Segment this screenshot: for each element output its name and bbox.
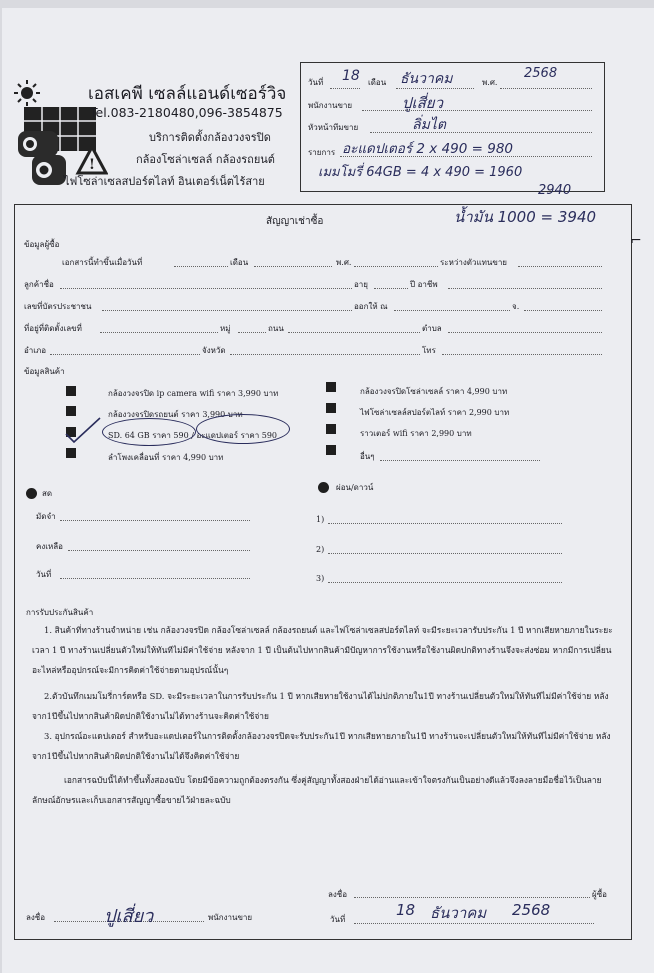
extra-total: น้ำมัน 1000 = 3940 [454, 208, 597, 226]
product-router: ราวเตอร์ wifi ราคา 2,990 บาท [360, 429, 472, 438]
province-label: จังหวัด [202, 346, 226, 355]
cash-label: สด [42, 489, 53, 498]
installment-label: ผ่อน/ดาวน์ [336, 483, 374, 492]
service-line-1: บริการติดตั้งกล้องวงจรปิด [149, 131, 271, 144]
item-line-2: เมมโมรี่ 64GB = 4 x 490 = 1960 [318, 165, 523, 180]
service-line-2: กล้องโซล่าเซลล์ กล้องรถยนต์ [136, 153, 275, 166]
closing-statement: เอกสารฉบับนี้ได้ทำขึ้นทั้งสองฉบับ โดยมีข้อความถูกต้องตรงกัน ซึ่งคู่สัญญาทั้งสองฝ่ายได้อ่านและเข้าใจตรงกันเป็นอย่างดีแล้วจึงลงลายมือชื่อไว้เป็นลายลักษณ์อักษรและเก็บเอกสารสัญญาซื้อขายไว้ฝ่ายละฉบับ [32, 775, 602, 805]
month-label: เดือน [368, 78, 387, 87]
buyer-month-label: เดือน [230, 258, 249, 267]
product-car-camera: กล้องวงจรปิดรถยนต์ ราคา 3,990 บาท [108, 410, 243, 419]
lead-value: ลิ่มไต [412, 117, 446, 133]
product-solar-camera: กล้องวงจรปิดโซล่าเซลล์ ราคา 4,990 บาท [360, 387, 508, 396]
svg-text:!: ! [88, 157, 96, 173]
installment-1: 1) [316, 515, 325, 524]
installment-3: 3) [316, 574, 325, 583]
installment-2: 2) [316, 545, 325, 554]
contract-sheet [2, 8, 654, 973]
occupation-label: ปี อาชีพ [410, 280, 438, 289]
road-label: ถนน [268, 324, 284, 333]
buyer-section-title: ข้อมูลผู้ซื้อ [24, 240, 60, 249]
corner-mark-icon: ⌐ [630, 233, 642, 249]
circle-mark-adapter [196, 414, 290, 444]
lead-label: หัวหน้าทีมขาย [308, 123, 359, 132]
checkbox-solar-camera[interactable] [326, 382, 336, 392]
checkbox-car-camera[interactable] [66, 406, 76, 416]
doc-made-on-label: เอกสารนี้ทำขึ้นเมื่อวันที่ [62, 258, 143, 267]
product-speaker: ลำโพงเคลื่อนที่ ราคา 4,990 บาท [108, 453, 224, 462]
checkbox-ip-camera[interactable] [66, 386, 76, 396]
checkbox-speaker[interactable] [66, 448, 76, 458]
sign-date-day: 18 [396, 901, 416, 919]
checkbox-other[interactable] [326, 445, 336, 455]
tambon-label: ตำบล [422, 324, 442, 333]
contract-title: สัญญาเช่าซื้อ [266, 216, 324, 227]
product-other: อื่นๆ [360, 452, 375, 461]
install-address-label: ที่อยู่ที่ติดตั้งเลขที่ [24, 324, 82, 333]
items-label: รายการ [308, 148, 336, 157]
staff-label: พนักงานขาย [308, 101, 353, 110]
cash-radio[interactable] [26, 488, 37, 499]
warranty-clause-2: 2.ตัวบันทึกเมมโมรี่การ์ดหรือ SD. จะมีระยะเวลาในการรับประกัน 1 ปี หากเสียหายใช้งานได้ไม่ปกติภายใน1ปี ทางร้านเปลี่ยนตัวใหม่ให้ทันทีไม่มีค่าใช้จ่าย หลังจาก1ปีขึ้นไปหากสินค้าผิดปกติใช้งานไม่ได้ทางร้านจะคิดค่าใช้จ่าย [32, 691, 609, 721]
month-value: ธันวาคม [400, 71, 453, 87]
customer-name-label: ลูกค้าชื่อ [24, 280, 54, 289]
moo-label: หมู่ [220, 324, 231, 333]
item-line-1: อะแดปเตอร์ 2 x 490 = 980 [342, 141, 514, 157]
warranty-clause-1: 1. สินค้าที่ทางร้านจำหน่าย เช่น กล้องวงจรปิด กล้องโซล่าเซลล์ กล้องรถยนต์ และไฟโซล่าเซลสปอร์ตไลท์ จะมีระยะเวลารับประกัน 1 ปี หากเสียหายภายในระยะเวลา 1 ปี ทางร้านเปลี่ยนตัวใหม่ให้ทันทีไม่มีค่าใช้จ่าย หลังจาก 1 ปี เป็นต้นไปหากสินค้ามีปัญหาการใช้งานหรือใช้งานผิดปกติทางร้านจึงจะส่งซ่อม หากมีการเปลี่ยนอะไหล่หรืออุปกรณ์จะมีการคิดค่าใช้จ่ายตามอุปรณ์นั้นๆ [32, 625, 613, 675]
deposit-label: มัดจำ [36, 512, 56, 521]
subtotal-value: 2940 [538, 183, 572, 198]
warranty-clause-3: 3. อุปกรณ์อะแดปเตอร์ สำหรับอะแดปเตอร์ในการติดตั้งกล้องวงจรปิดจะรับประกัน1ปี หากเสียหายภายใน1ปี ทางร้านจะเปลี่ยนตัวใหม่ให้ทันทีไม่มีค่าใช้จ่าย หลังจาก1ปีขึ้นไปหากสินค้าผิดปกติใช้งานไม่ได้จึงคิดค่าใช้จ่าย [32, 731, 611, 761]
buyer-sign-label: ลงชื่อ [328, 890, 348, 899]
staff-sign-role: พนักงานขาย [208, 913, 253, 922]
product-sd-adapter: SD. 64 GB ราคา 590 / อะแดปเตอร์ ราคา 590 [108, 431, 278, 440]
id-card-label: เลขที่บัตรประชาชน [24, 302, 92, 311]
staff-signature: ปูเสี่ยว [104, 906, 154, 927]
contract-frame [14, 204, 632, 940]
issued-at-label: ออกให้ ณ [354, 302, 388, 311]
balance-label: คงเหลือ [36, 542, 63, 551]
year-value: 2568 [524, 66, 558, 81]
staff-value: ปูเสี่ยว [402, 94, 444, 112]
staff-sign-label: ลงชื่อ [26, 913, 46, 922]
age-label: อายุ [354, 280, 368, 289]
checkbox-solar-light[interactable] [326, 403, 336, 413]
service-line-3: ไฟโซล่าเซลสปอร์ตไลท์ อินเตอร์เน็ตไร้สาย [64, 175, 265, 188]
phone-label: โทร [422, 346, 436, 355]
product-ip-camera: กล้องวงจรปิด ip camera wifi ราคา 3,990 บาท [108, 389, 279, 398]
checkbox-router[interactable] [326, 424, 336, 434]
province-short-label: จ. [512, 302, 520, 311]
sign-date-label: วันที่ [330, 915, 346, 924]
product-section-title: ข้อมูลสินค้า [24, 367, 65, 376]
company-tel: Tel.083-2180480,096-3854875 [90, 105, 283, 120]
buyer-year-label: พ.ศ. [336, 258, 352, 267]
company-name: เอสเคพี เซลล์แอนด์เซอร์วิจ [88, 84, 287, 104]
warranty-title: การรับประกันสินค้า [26, 608, 94, 617]
product-solar-light: ไฟโซล่าเซลล์สปอร์ตไลท์ ราคา 2,990 บาท [360, 408, 510, 417]
buyer-label: ผู้ซื้อ [592, 890, 607, 899]
date-value: 18 [342, 68, 360, 84]
installment-radio[interactable] [318, 482, 329, 493]
between-label: ระหว่างตัวแทนขาย [440, 258, 507, 267]
amphoe-label: อำเภอ [24, 346, 47, 355]
circle-mark-sd [102, 418, 196, 446]
date-label: วันที่ [308, 78, 324, 87]
year-label: พ.ศ. [482, 78, 498, 87]
sign-date-year: 2568 [512, 901, 551, 919]
handwritten-check-mark-icon [62, 416, 102, 448]
pay-date-label: วันที่ [36, 570, 52, 579]
sign-date-month: ธันวาคม [430, 904, 487, 922]
